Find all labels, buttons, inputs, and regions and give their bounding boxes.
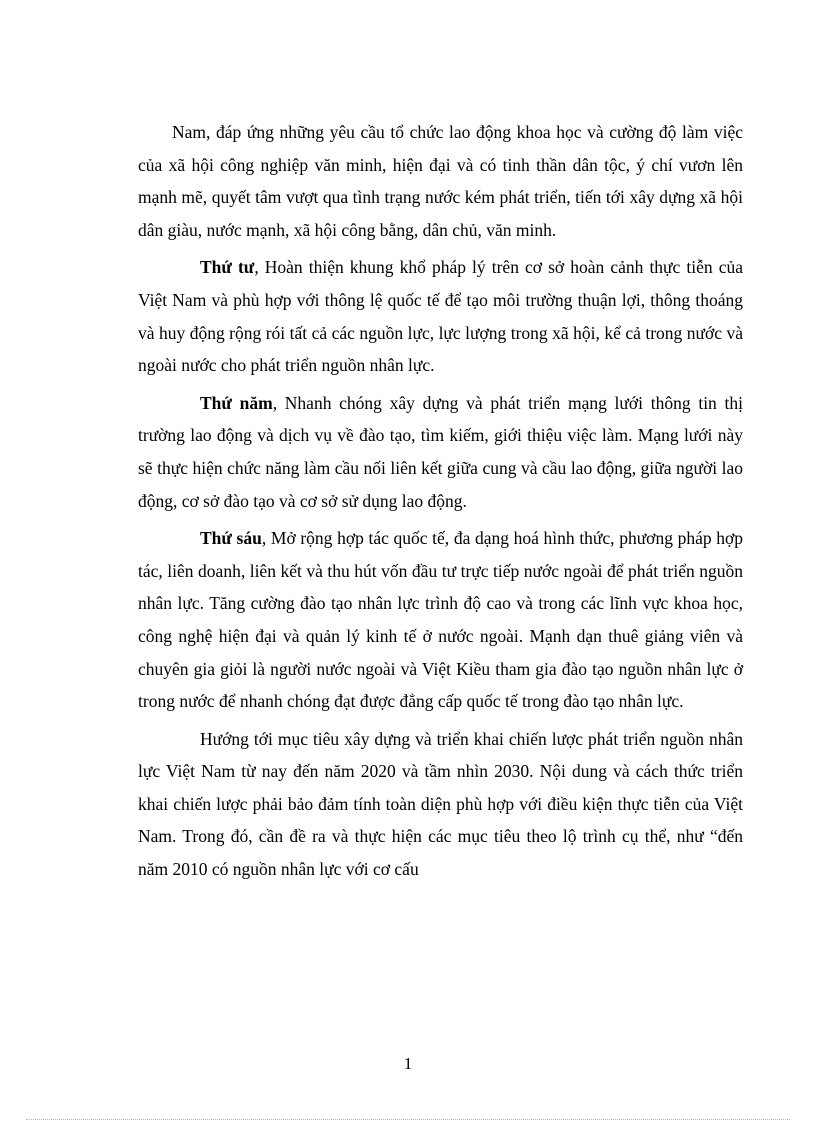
paragraph-text: , Nhanh chóng xây dựng và phát triển mạng lưới thông tin thị trường lao động và dịch vụ về đào tạo, tìm kiếm, giới thiệu việc làm. Mạng lưới này sẽ thực hiện chức năng làm cầu nối liên kết giữa cung và cầu lao động, giữa người lao động, cơ sở đào tạo và cơ sở sử dụng lao động. [138, 392, 743, 511]
paragraph-thu-sau [138, 522, 743, 718]
paragraph-heading: Thứ sáu [200, 528, 262, 549]
paragraph-text: Hướng tới mục tiêu xây dựng và triển khai chiến lược phát triển nguồn nhân lực Việt Nam từ nay đến năm 2020 và tầm nhìn 2030. Nội dung và cách thức triển khai chiến lược phải bảo đảm tính toàn diện phù hợp với điều kiện thực tiễn của Việt Nam. Trong đó, cần đề ra và thực hiện các mục tiêu theo lộ trình cụ thể, như “đến năm 2010 có nguồn nhân lực với cơ cấu [138, 728, 743, 880]
paragraph-text: Nam, đáp ứng những yêu cầu tổ chức lao động khoa học và cường độ làm việc của xã hội công nghiệp văn minh, hiện đại và có tinh thần dân tộc, ý chí vươn lên mạnh mẽ, quyết tâm vượt qua tình trạng nước kém phát triển, tiến tới xây dựng xã hội dân giàu, nước mạnh, xã hội công bằng, dân chủ, văn minh. [138, 122, 743, 240]
paragraph-thu-nam [138, 387, 743, 517]
paragraph-continuation [138, 116, 743, 246]
paragraph-text: , Hoàn thiện khung khổ pháp lý trên cơ sở hoàn cảnh thực tiễn của Việt Nam và phù hợp với thông lệ quốc tế để tạo môi trường thuận lợi, thông thoáng và huy động rộng rói tất cả các nguồn lực, lực lượng trong xã hội, kể cả trong nước và ngoài nước cho phát triển nguồn nhân lực. [138, 257, 743, 376]
paragraph-text: , Mở rộng hợp tác quốc tế, đa dạng hoá hình thức, phương pháp hợp tác, liên doanh, liên kết và thu hút vốn đầu tư trực tiếp nước ngoài để phát triển nguồn nhân lực. Tăng cường đào tạo nhân lực trình độ cao và trong các lĩnh vực khoa học, công nghệ hiện đại và quản lý kinh tế ở nước ngoài. Mạnh dạn thuê giảng viên và chuyên gia giỏi là người nước ngoài và Việt Kiều tham gia đào tạo nguồn nhân lực ở trong nước để nhanh chóng đạt được đẳng cấp quốc tế trong đào tạo nhân lực. [138, 528, 744, 712]
paragraph-heading: Thứ tư [200, 257, 255, 278]
page-number: 1 [403, 1054, 413, 1073]
document-body [138, 116, 743, 891]
footer-divider [26, 1119, 790, 1120]
paragraph-thu-tu [138, 251, 743, 381]
paragraph-huong-toi [138, 723, 743, 886]
paragraph-heading: Thứ năm [200, 392, 273, 413]
